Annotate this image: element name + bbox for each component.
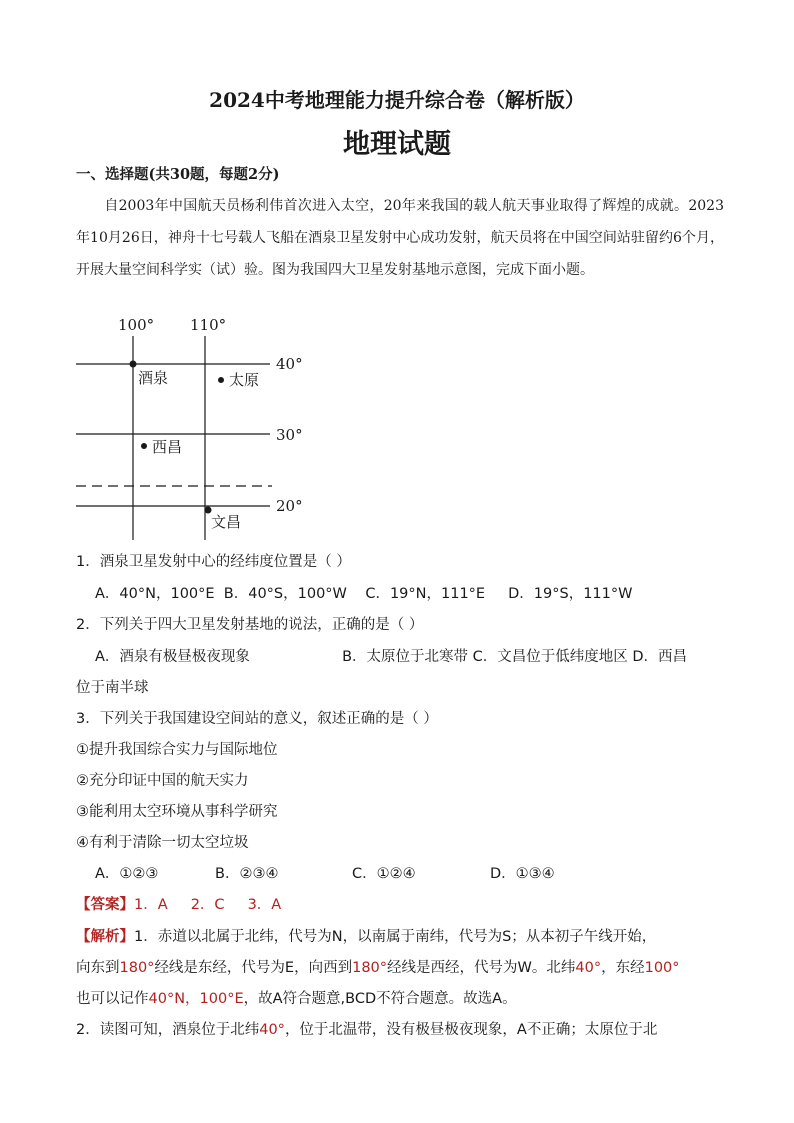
document-subtitle: 地理试题 [343, 129, 451, 160]
analysis-coordinate: 40°N，100°E [148, 991, 244, 1007]
analysis-degree: 180° [119, 960, 155, 976]
question-2-options-cont: 位于南半球 [76, 680, 149, 696]
answer-label: 【答案】 [76, 897, 134, 913]
question-2-stem: 2．下列关于四大卫星发射基地的说法，正确的是（ ） [76, 617, 424, 633]
analysis-text-1: 1．赤道以北属于北纬，代号为N，以南属于南纬，代号为S；从本初子午线开始， [134, 929, 657, 945]
analysis-line-1 [76, 925, 656, 946]
analysis-line-4 [76, 1018, 657, 1039]
site-label-xichang: 西昌 [152, 438, 183, 456]
analysis-text: ，故A符合题意,BCD不符合题意。故选A。 [243, 991, 517, 1007]
site-label-jiuquan: 酒泉 [138, 369, 169, 387]
analysis-degree: 180° [352, 960, 388, 976]
analysis-text: 也可以记作 [76, 991, 149, 1007]
question-3-item-1: ①提升我国综合实力与国际地位 [76, 742, 278, 758]
analysis-degree: 40° [575, 960, 602, 976]
question-3-option-a: A．①②③ [95, 866, 159, 882]
answer-text: 1．A 2．C 3．A [134, 897, 282, 913]
question-3-item-4: ④有利于清除一切太空垃圾 [76, 835, 249, 851]
analysis-line-3 [76, 987, 517, 1008]
site-label-wenchang: 文昌 [211, 513, 242, 531]
question-3-item-2: ②充分印证中国的航天实力 [76, 773, 249, 789]
launch-sites-map [70, 312, 320, 544]
lon-label-110: 110° [190, 316, 227, 334]
analysis-text: ，东经 [601, 960, 645, 976]
analysis-label: 【解析】 [76, 929, 134, 945]
analysis-text: 经线是东经，代号为E，向西到 [154, 960, 353, 976]
section-heading: 一、选择题(共30题，每题2分) [76, 166, 280, 183]
reading-passage [76, 190, 724, 286]
question-2-options: A．酒泉有极昼极夜现象 B．太原位于北寒带 C．文昌位于低纬度地区 D．西昌 [95, 649, 688, 665]
answer-line [76, 893, 281, 914]
question-3-option-d: D．①③④ [490, 866, 555, 882]
analysis-text: 2．读图可知，酒泉位于北纬 [76, 1022, 260, 1038]
lat-label-20: 20° [276, 497, 303, 515]
lat-label-40: 40° [276, 355, 303, 373]
document-title: 2024中考地理能力提升综合卷（解析版） [209, 88, 585, 112]
site-label-taiyuan: 太原 [229, 371, 260, 389]
analysis-line-2 [76, 956, 680, 977]
analysis-text: 向东到 [76, 960, 120, 976]
analysis-text: ，位于北温带，没有极昼极夜现象，A不正确；太原位于北 [284, 1022, 658, 1038]
analysis-text: 经线是西经，代号为W。北纬 [387, 960, 576, 976]
question-3-stem: 3．下列关于我国建设空间站的意义，叙述正确的是（ ） [76, 711, 438, 727]
site-dot-taiyuan [218, 377, 224, 383]
question-1-options: A．40°N，100°E B．40°S，100°W C．19°N，111°E D．19°S，111°W [95, 586, 633, 602]
lon-label-100: 100° [118, 316, 155, 334]
site-dot-jiuquan [130, 361, 137, 368]
lat-label-30: 30° [276, 426, 303, 444]
analysis-degree: 40° [259, 1022, 285, 1038]
passage-text: 自2003年中国航天员杨利伟首次进入太空，20年来我国的载人航天事业取得了辉煌的成就。2023年10月26日，神舟十七号载人飞船在酒泉卫星发射中心成功发射，航天员将在中国空间站驻留约6个月，开展大量空间科学实（试）验。图为我国四大卫星发射基地示意图，完成下面小题。 [76, 198, 724, 278]
analysis-degree: 100° [644, 960, 680, 976]
question-3-item-3: ③能利用太空环境从事科学研究 [76, 804, 278, 820]
question-3-option-b: B．②③④ [215, 866, 279, 882]
site-dot-xichang [141, 443, 147, 449]
question-1-stem: 1．酒泉卫星发射中心的经纬度位置是（ ） [76, 554, 351, 570]
question-3-option-c: C．①②④ [352, 866, 416, 882]
